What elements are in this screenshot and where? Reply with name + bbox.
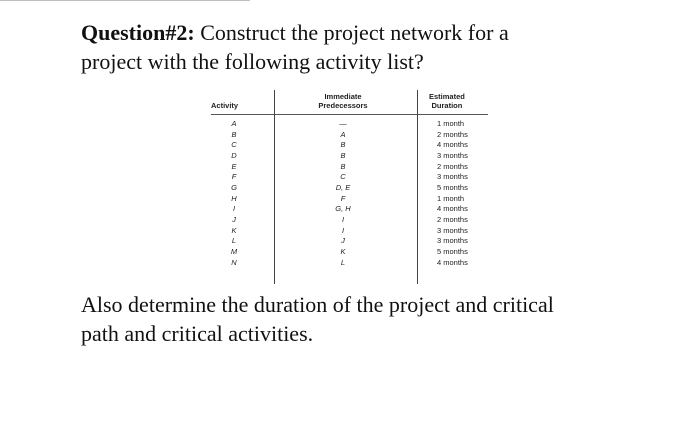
table-cell-activity: M [230, 246, 238, 256]
table-cell-predecessors: G, H [335, 204, 351, 214]
table-cell-predecessors: I [341, 225, 345, 235]
duration-header: Estimated Duration [429, 92, 465, 110]
table-cell-activity: C [231, 140, 237, 150]
table-cell-activity: F [231, 172, 237, 182]
table-cell-duration: 3 months [437, 150, 468, 160]
table-cell-duration: 4 months [437, 257, 468, 267]
followup-line-2: path and critical activities. [81, 321, 314, 346]
table-cell-duration: 2 months [437, 161, 468, 171]
table-cell-duration: 3 months [437, 236, 468, 246]
table-cell-predecessors: B [340, 140, 346, 150]
table-cell-predecessors: D, E [335, 182, 351, 192]
table-cell-predecessors: C [340, 172, 346, 182]
table-cell-activity: L [231, 236, 237, 246]
table-cell-duration: 5 months [437, 246, 468, 256]
table-cell-predecessors: F [340, 193, 346, 203]
table-cell-activity: B [231, 129, 237, 139]
table-cell-predecessors: — [339, 119, 347, 128]
table-cell-predecessors: I [341, 214, 345, 224]
table-cell-activity: H [231, 193, 237, 203]
column-divider-2 [417, 90, 418, 284]
table-cell-duration: 3 months [437, 172, 468, 182]
activity-column [211, 88, 257, 110]
activity-list [227, 119, 241, 268]
table-cell-activity: A [231, 119, 237, 128]
predecessors-column [283, 88, 403, 110]
table-cell-duration: 3 months [437, 225, 468, 235]
question-line-1: Construct the project network for a [194, 20, 509, 45]
table-cell-activity: E [231, 161, 237, 171]
table-cell-activity: I [232, 204, 236, 214]
question-line-2: project with the following activity list? [81, 49, 424, 74]
table-cell-duration: 5 months [437, 182, 468, 192]
predecessors-header: Immediate Predecessors [318, 92, 368, 110]
table-cell-duration: 4 months [437, 204, 468, 214]
activity-table [211, 88, 488, 284]
table-cell-activity: D [231, 150, 237, 160]
table-cell-activity: J [232, 214, 236, 224]
table-cell-duration: 4 months [437, 140, 468, 150]
table-cell-predecessors: J [341, 236, 345, 246]
question-text [81, 18, 681, 76]
duration-list [437, 119, 487, 268]
table-cell-predecessors: B [340, 161, 346, 171]
followup-text [81, 290, 681, 348]
table-cell-predecessors: L [340, 257, 346, 267]
table-cell-activity: N [231, 257, 237, 267]
table-cell-predecessors: A [340, 129, 346, 139]
table-cell-predecessors: B [340, 150, 346, 160]
activity-header: Activity [211, 101, 239, 110]
table-cell-activity: K [231, 225, 237, 235]
table-cell-duration: 1 month [437, 193, 465, 203]
column-divider-1 [274, 90, 275, 284]
table-cell-duration: 2 months [437, 214, 468, 224]
followup-line-1: Also determine the duration of the project and critical [81, 292, 554, 317]
table-cell-predecessors: K [340, 246, 346, 256]
predecessor-list [283, 119, 403, 268]
question-label: Question#2: [81, 20, 195, 45]
table-cell-duration: 2 months [437, 129, 468, 139]
table-cell-activity: G [231, 182, 237, 192]
table-cell-duration: 1 month [437, 119, 465, 128]
duration-column [429, 88, 488, 110]
header-divider [211, 114, 488, 115]
top-divider [0, 0, 250, 1]
